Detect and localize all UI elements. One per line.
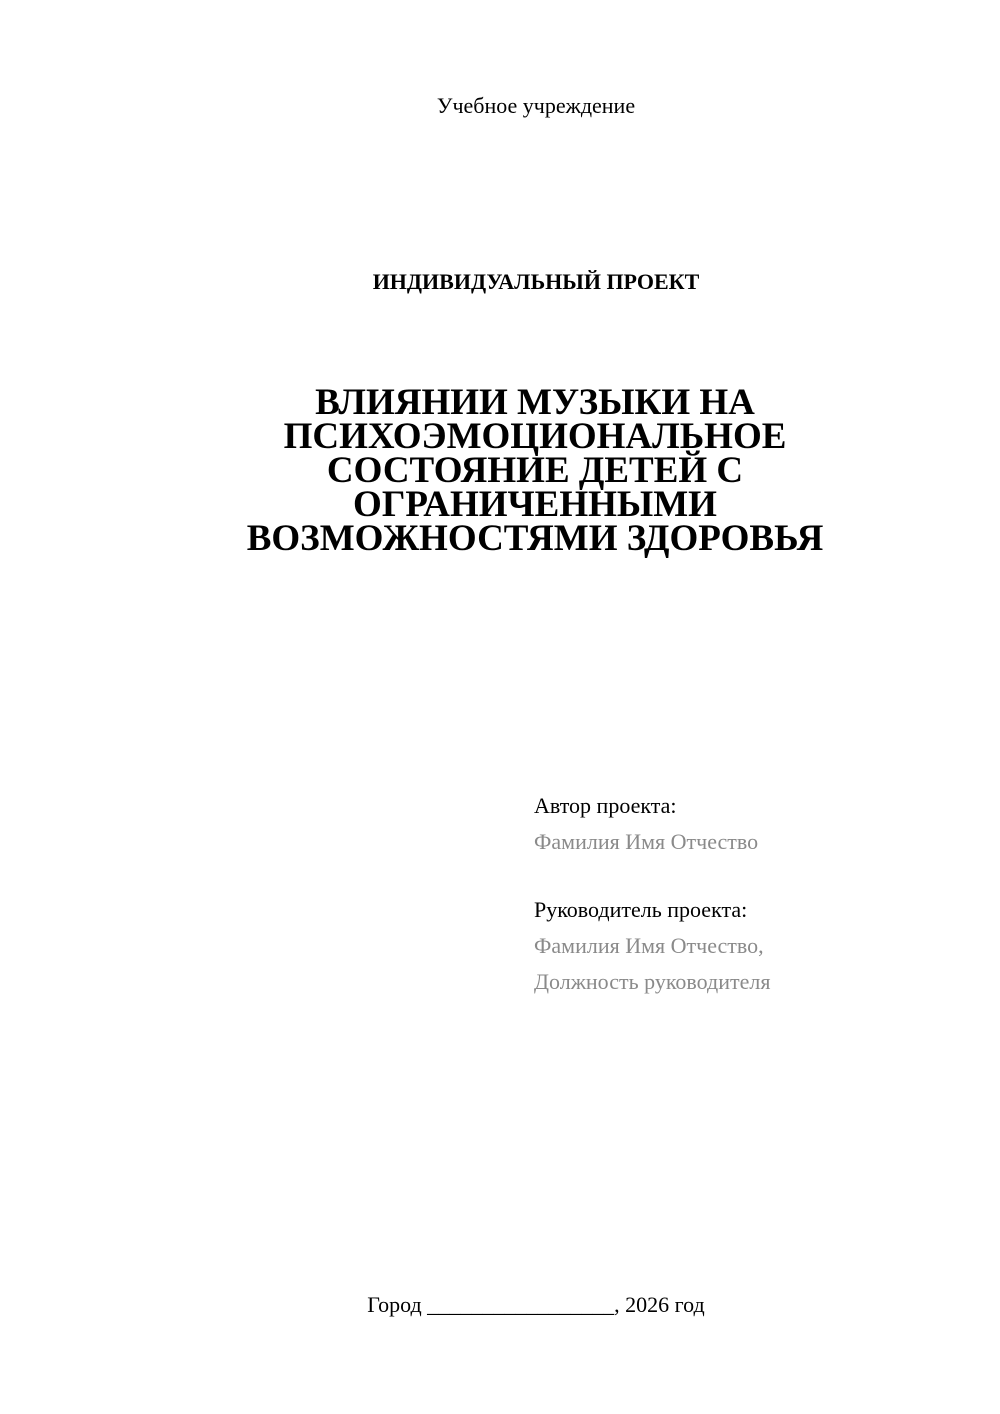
author-block	[534, 788, 974, 860]
author-label: Автор проекта:	[534, 793, 677, 818]
project-title-line: ПСИХОЭМОЦИОНАЛЬНОЕ	[283, 416, 787, 457]
supervisor-block	[534, 892, 974, 1000]
author-name: Фамилия Имя Отчество	[534, 829, 759, 854]
city-year-footer: Город _________________, 2026 год	[367, 1292, 705, 1317]
project-title-line: ОГРАНИЧЕННЫМИ	[353, 484, 717, 525]
supervisor-label: Руководитель проекта:	[534, 897, 748, 922]
supervisor-name: Фамилия Имя Отчество,	[534, 933, 764, 958]
project-type-heading: ИНДИВИДУАЛЬНЫЙ ПРОЕКТ	[372, 269, 700, 294]
project-title-line: СОСТОЯНИЕ ДЕТЕЙ С	[326, 450, 744, 491]
institution-name: Учебное учреждение	[436, 93, 636, 118]
project-title-line: ВОЗМОЖНОСТЯМИ ЗДОРОВЬЯ	[246, 518, 824, 559]
project-title-line: ВЛИЯНИИ МУЗЫКИ НА	[315, 382, 755, 423]
project-title	[200, 382, 870, 559]
supervisor-position: Должность руководителя	[534, 969, 771, 994]
